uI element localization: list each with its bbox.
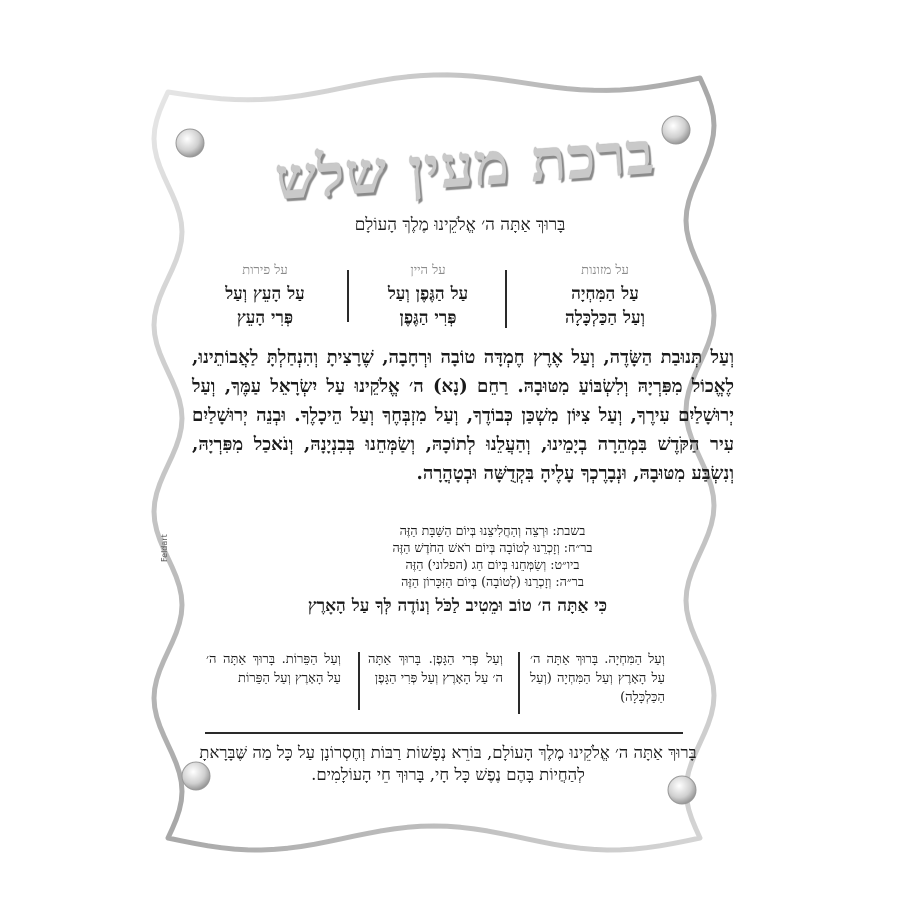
ending-divider	[518, 652, 520, 714]
insert-line	[300, 522, 685, 539]
insert-text: וְזָכְרֵנוּ לְטוֹבָה בְּיוֹם רֹאשׁ הַחֹדֶשׁ הַזֶּה	[392, 540, 560, 555]
title: ברכת מעין שלש	[273, 118, 657, 214]
insert-text: וְזָכְרֵנוּ (לְטוֹבָה) בְּיוֹם הַזִּכָּרוֹן הַזֶּה	[401, 574, 552, 589]
column-line: עַל הָעֵץ וְעַל	[225, 284, 305, 304]
borei-nefashot: בָּרוּךְ אַתָּה ה׳ אֱלֹקֵינוּ מֶלֶךְ הָעוֹלָם, בּוֹרֵא נְפָשׁוֹת רַבּוֹת וְחֶסְרוֹנָן עַל כָּל מַה שֶּׁבָּרָאתָ לְהַחֲיוֹת בָּהֶם נֶפֶשׁ כָּל חָי, בָּרוּךְ חֵי הָעוֹלָמִים.	[199, 743, 697, 784]
conclusion: כִּי אַתָּה ה׳ טוֹב וּמֵטִיב לַכֹּל וְנוֹדֶה לְּךָ עַל הָאָרֶץ	[307, 596, 608, 616]
insert-label: ביו״ט:	[550, 557, 580, 572]
insert-label: בר״ה:	[555, 574, 584, 589]
standoff-top-left	[176, 129, 204, 157]
insert-text: וְשַׂמְּחֵנוּ בְּיוֹם חַג (הפלוני) הַזֶּה	[405, 557, 547, 572]
column-line: פְּרִי הַגֶּפֶן	[399, 308, 457, 328]
column-tag: על מזונות	[581, 263, 629, 278]
insert-label: בר״ח:	[563, 540, 593, 555]
insert-line	[300, 573, 685, 590]
column-tag: על פירות	[242, 263, 288, 278]
column-line: עַל הַמִּחְיָה	[571, 284, 639, 304]
insert-line	[300, 539, 685, 556]
column-tag: על היין	[410, 263, 446, 278]
ending-yayin: וְעַל פְּרִי הַגָּפֶן. בָּרוּךְ אַתָּה ה׳ עַל הָאָרֶץ וְעַל פְּרִי הַגָּפֶן	[368, 652, 503, 686]
ending-mezonot: וְעַל הַמִּחְיָה. בָּרוּךְ אַתָּה ה׳ עַל הָאָרֶץ וְעַל הַמִּחְיָה (וְעַל הַכַּלְכָּלָה)	[530, 652, 665, 705]
ending-peirot: וְעַל הַפֵּרוֹת. בָּרוּךְ אַתָּה ה׳ עַל הָאָרֶץ וְעַל הַפֵּרוֹת	[206, 652, 341, 686]
column-line: וְעַל הַכַּלְכָּלָה	[565, 308, 645, 328]
opening-blessing: בָּרוּךְ אַתָּה ה׳ אֱלֹקֵינוּ מֶלֶךְ הָעוֹלָם	[354, 215, 566, 235]
special-day-inserts	[300, 522, 685, 590]
ending-divider	[358, 652, 360, 710]
horizontal-divider	[205, 732, 683, 734]
column-mezonot	[530, 262, 680, 330]
column-line: פְּרִי הָעֵץ	[236, 308, 294, 328]
column-divider	[505, 270, 507, 328]
insert-label: בשבת:	[552, 523, 586, 538]
maker-mark: Feldart	[160, 534, 169, 562]
main-text: וְעַל תְּנוּבַת הַשָּׂדֶה, וְעַל אֶרֶץ חֶמְדָּה טוֹבָה וּרְחָבָה, שֶׁרָצִיתָ וְהִנְחַלְתָּ לַאֲבוֹתֵינוּ, לֶאֱכוֹל מִפִּרְיָהּ וְלִשְׂבּוֹעַ מִטּוּבָהּ. רַחֵם (נָא) ה׳ אֱלֹקֵינוּ עַל יִשְׂרָאֵל עַמֶּךָ, וְעַל יְרוּשָׁלַיִם עִירֶךָ, וְעַל צִיּוֹן מִשְׁכַּן כְּבוֹדֶךָ, וְעַל מִזְבְּחֶךָ וְעַל הֵיכָלֶךָ. וּבְנֵה יְרוּשָׁלַיִם עִיר הַקֹּדֶשׁ בִּמְהֵרָה בְיָמֵינוּ, וְהַעֲלֵנוּ לְתוֹכָהּ, וְשַׂמְּחֵנוּ בְּבִנְיָנָהּ, וְנֹאכַל מִפִּרְיָהּ, וְנִשְׂבַּע מִטּוּבָהּ, וּנְבָרֶכְךָ עָלֶיהָ בִּקְדֻשָּׁה וּבְטָהֳרָה.	[192, 347, 734, 484]
column-yayin	[353, 262, 503, 330]
insert-line	[300, 556, 685, 573]
column-line: עַל הַגֶּפֶן וְעַל	[387, 284, 469, 304]
column-divider	[347, 270, 349, 322]
insert-text: וּרְצֵה וְהַחֲלִיצֵנוּ בְּיוֹם הַשַּׁבָּת הַזֶּה	[399, 523, 549, 538]
column-peirot	[190, 262, 340, 330]
